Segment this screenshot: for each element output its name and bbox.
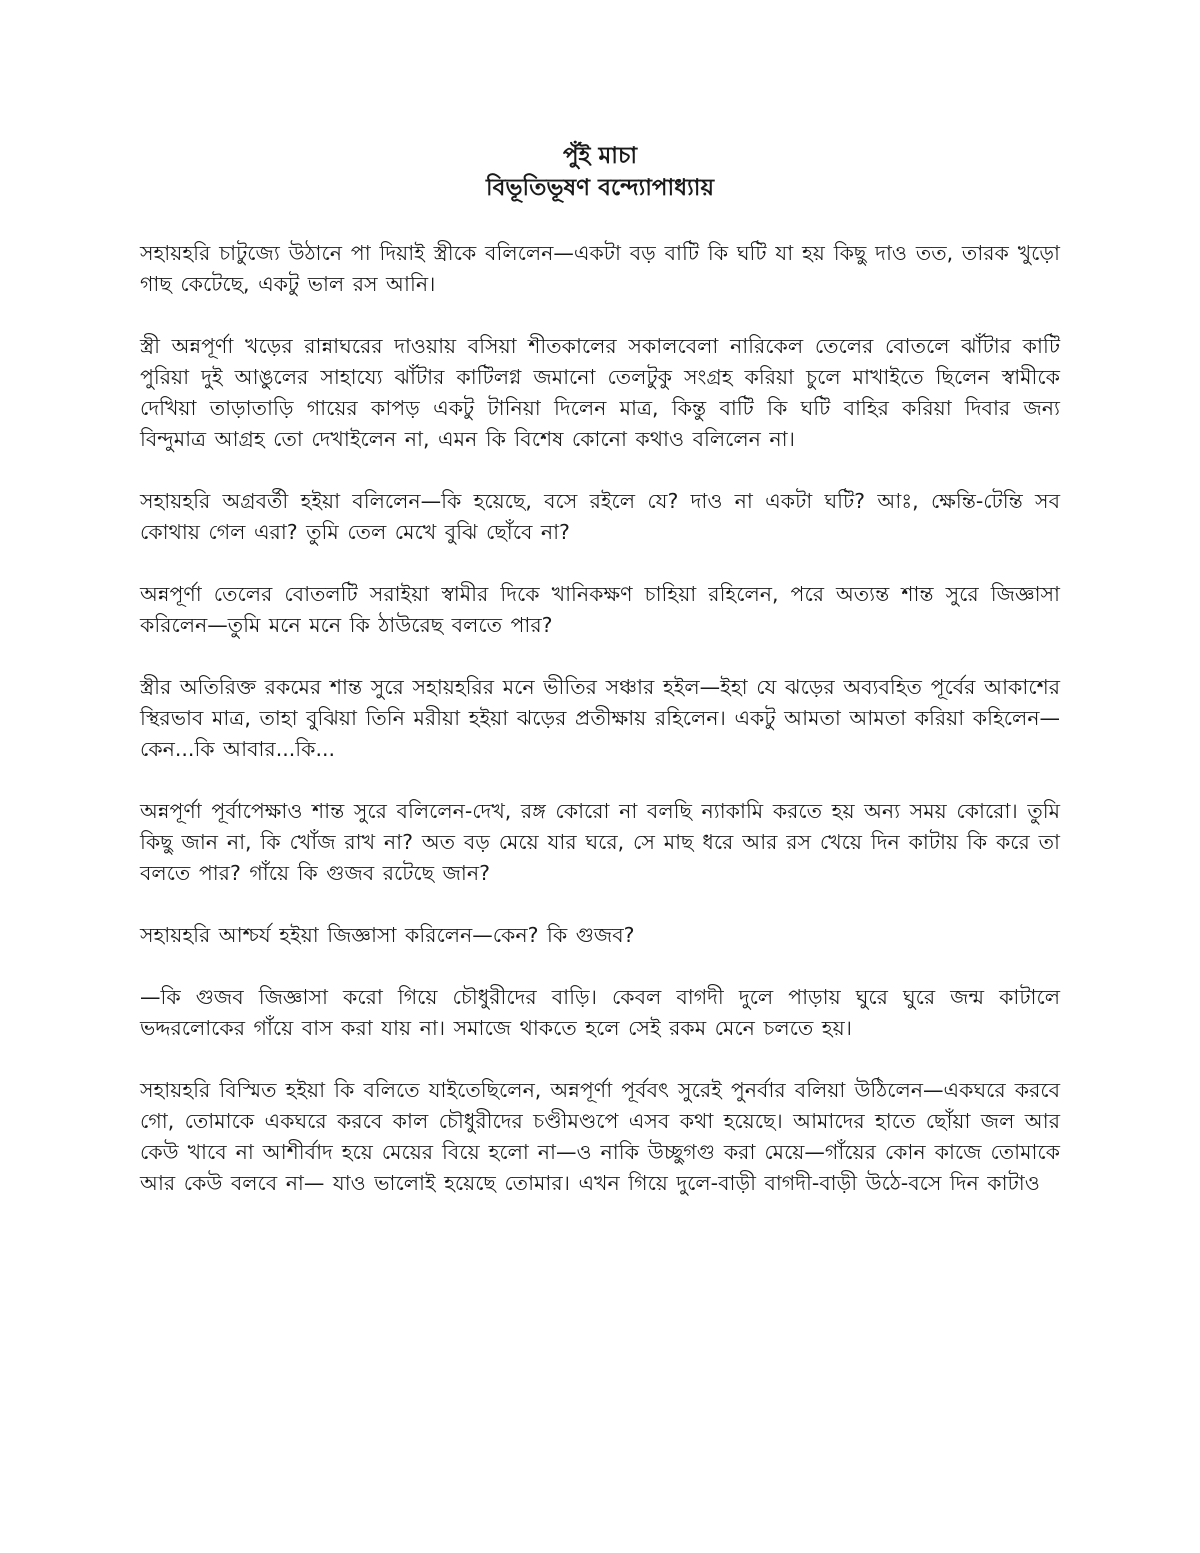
paragraph: সহায়হরি চাটুজ্যে উঠানে পা দিয়াই স্ত্রীকে বলিলেন—একটা বড় বাটি কি ঘটি যা হয় কিছু দাও তত, তারক খুড়ো গাছ কেটেছে, একটু ভাল রস আনি।	[140, 241, 1060, 296]
paragraph: স্ত্রী অন্নপূর্ণা খড়ের রান্নাঘরের দাওয়ায় বসিয়া শীতকালের সকালবেলা নারিকেল তেলের বোতলে ঝাঁটার কাটি পুরিয়া দুই আঙুলের সাহায্যে ঝাঁটার কাটিলগ্ন জমানো তেলটুকু সংগ্রহ করিয়া চুলে মাখাইতে ছিলেন স্বামীকে দেখিয়া তাড়াতাড়ি গায়ের কাপড় একটু টানিয়া দিলেন মাত্র, কিন্তু বাটি কি ঘটি বাহির করিয়া দিবার জন্য বিন্দুমাত্র আগ্রহ তো দেখাইলেন না, এমন কি বিশেষ কোনো কথাও বলিলেন না।	[140, 334, 1060, 451]
document-heading	[140, 140, 1060, 204]
paragraph: সহায়হরি অগ্রবর্তী হইয়া বলিলেন—কি হয়েছে, বসে রইলে যে? দাও না একটা ঘটি? আঃ, ক্ষেন্তি-টেন্তি সব কোথায় গেল এরা? তুমি তেল মেখে বুঝি ছোঁবে না?	[140, 489, 1060, 544]
paragraph: অন্নপূর্ণা তেলের বোতলটি সরাইয়া স্বামীর দিকে খানিকক্ষণ চাহিয়া রহিলেন, পরে অত্যন্ত শান্ত সুরে জিজ্ঞাসা করিলেন—তুমি মনে মনে কি ঠাউরেছ বলতে পার?	[140, 582, 1060, 637]
story-title: পুঁই মাচা	[562, 143, 638, 169]
document-page	[140, 140, 1060, 1230]
story-body	[140, 238, 1060, 1199]
paragraph: সহায়হরি আশ্চর্য হইয়া জিজ্ঞাসা করিলেন—কেন? কি গুজব?	[140, 923, 635, 947]
paragraph: অন্নপূর্ণা পূর্বাপেক্ষাও শান্ত সুরে বলিলেন-দেখ, রঙ্গ কোরো না বলছি ন্যাকামি করতে হয় অন্য সময় কোরো। তুমি কিছু জান না, কি খোঁজ রাখ না? অত বড় মেয়ে যার ঘরে, সে মাছ ধরে আর রস খেয়ে দিন কাটায় কি করে তা বলতে পার? গাঁয়ে কি গুজব রটেছে জান?	[140, 799, 1060, 885]
paragraph: সহায়হরি বিস্মিত হইয়া কি বলিতে যাইতেছিলেন, অন্নপূর্ণা পূর্ববৎ সুরেই পুনর্বার বলিয়া উঠিলেন—একঘরে করবে গো, তোমাকে একঘরে করবে কাল চৌধুরীদের চণ্ডীমণ্ডপে এসব কথা হয়েছে। আমাদের হাতে ছোঁয়া জল আর কেউ খাবে না আশীর্বাদ হয়ে মেয়ের বিয়ে হলো না—ও নাকি উচ্ছুগগু করা মেয়ে—গাঁয়ের কোন কাজে তোমাকে আর কেউ বলবে না— যাও ভালোই হয়েছে তোমার। এখন গিয়ে দুলে-বাড়ী বাগদী-বাড়ী উঠে-বসে দিন কাটাও	[140, 1078, 1060, 1195]
paragraph: —কি গুজব জিজ্ঞাসা করো গিয়ে চৌধুরীদের বাড়ি। কেবল বাগদী দুলে পাড়ায় ঘুরে ঘুরে জন্ম কাটালে ভদ্দরলোকের গাঁয়ে বাস করা যায় না। সমাজে থাকতে হলে সেই রকম মেনে চলতে হয়।	[140, 985, 1060, 1040]
paragraph: স্ত্রীর অতিরিক্ত রকমের শান্ত সুরে সহায়হরির মনে ভীতির সঞ্চার হইল—ইহা যে ঝড়ের অব্যবহিত পূর্বের আকাশের স্থিরভাব মাত্র, তাহা বুঝিয়া তিনি মরীয়া হইয়া ঝড়ের প্রতীক্ষায় রহিলেন। একটু আমতা আমতা করিয়া কহিলেন—কেন...কি আবার...কি...	[140, 675, 1060, 761]
author-name: বিভূতিভূষণ বন্দ্যোপাধ্যায়	[486, 175, 714, 201]
